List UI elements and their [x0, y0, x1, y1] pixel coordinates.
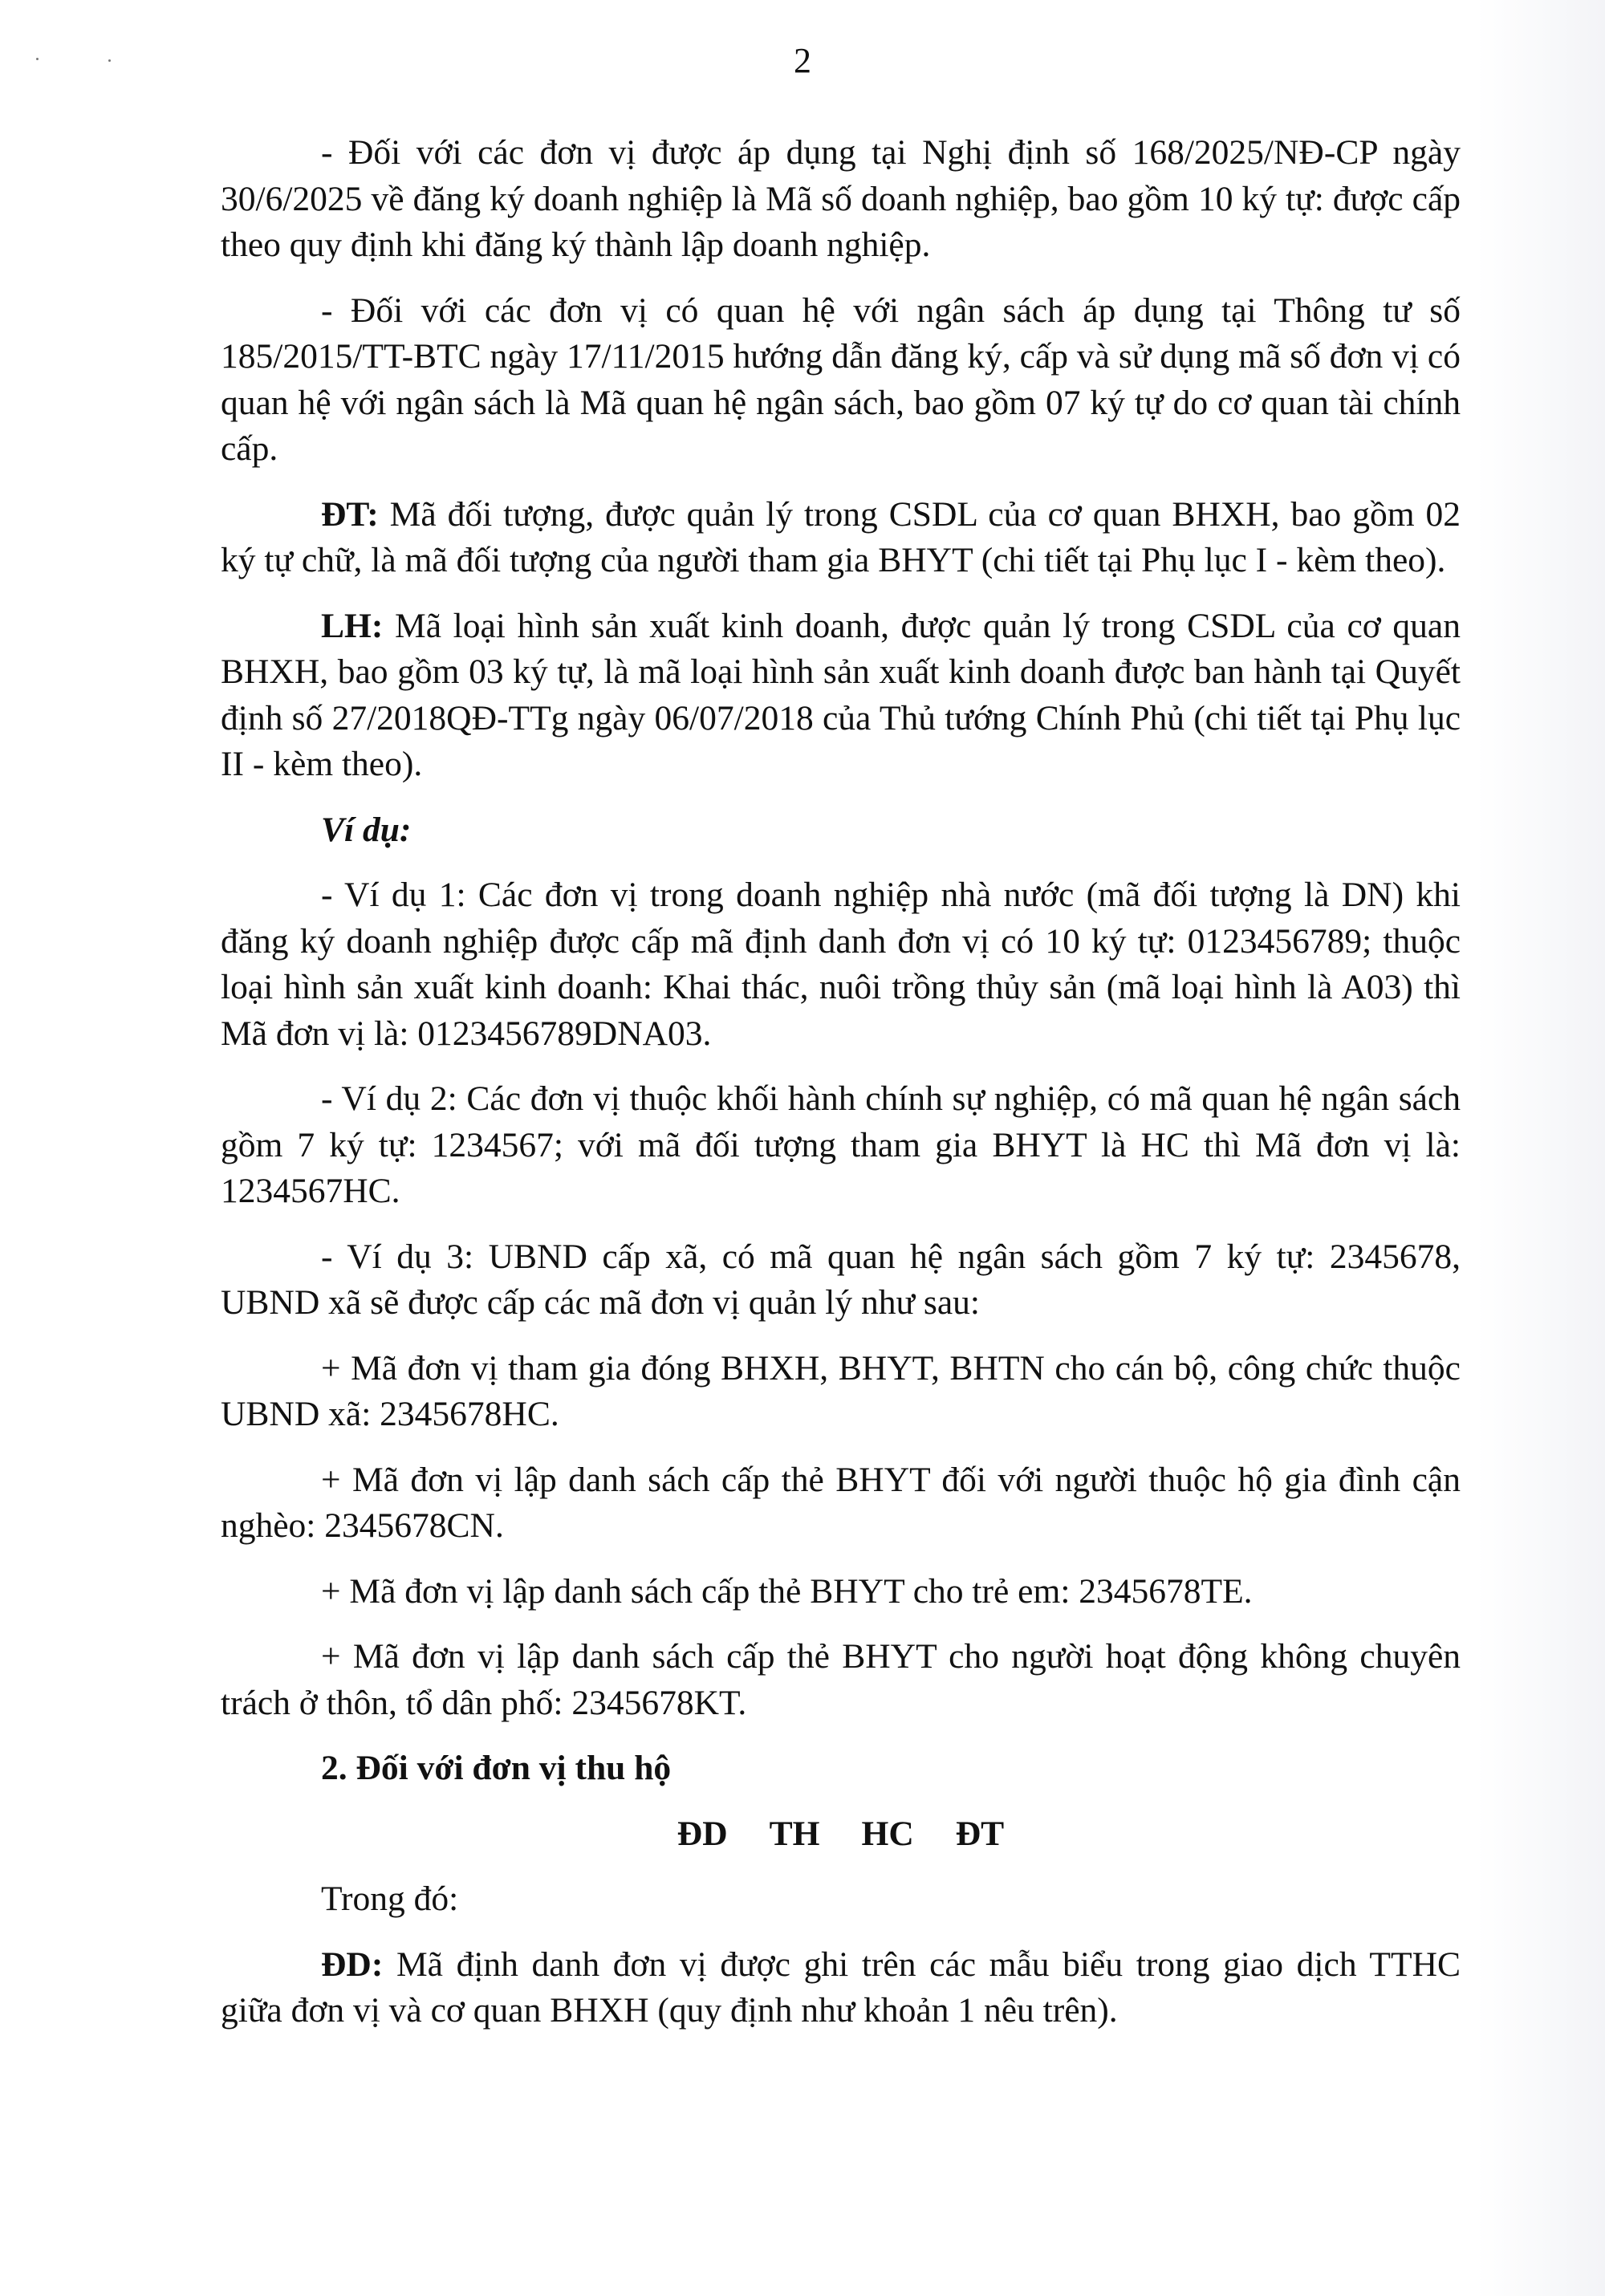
section-2-heading-paragraph	[221, 1745, 1461, 1792]
paragraph-trong-do: Trong đó:	[321, 1879, 459, 1918]
example-heading-paragraph	[221, 807, 1461, 854]
paragraph-budget-code: - Đối với các đơn vị có quan hệ với ngân sách áp dụng tại Thông tư số 185/2015/TT-BTC ngày 17/11/2015 hướng dẫn đăng ký, cấp và sử dụng mã số đơn vị có quan hệ với ngân sách là Mã quan hệ ngân sách, bao gồm 07 ký tự do cơ quan tài chính cấp.	[221, 291, 1461, 468]
dd-text: Mã định danh đơn vị được ghi trên các mẫu biểu trong giao dịch TTHC giữa đơn vị và cơ quan BHXH (quy định như khoản 1 nêu trên).	[221, 1944, 1461, 2030]
paragraph-example-3-item-a: + Mã đơn vị tham gia đóng BHXH, BHYT, BHTN cho cán bộ, công chức thuộc UBND xã: 2345678HC.	[221, 1348, 1461, 1433]
section-2-heading: 2. Đối với đơn vị thu hộ	[321, 1749, 672, 1787]
dt-label: ĐT:	[321, 494, 379, 534]
paragraph-example-1: - Ví dụ 1: Các đơn vị trong doanh nghiệp nhà nước (mã đối tượng là DN) khi đăng ký doanh nghiệp được cấp mã định danh đơn vị có 10 ký tự: 0123456789; thuộc loại hình sản xuất kinh doanh: Khai thác, nuôi trồng thủy sản (mã loại hình là A03) thì Mã đơn vị là: 0123456789DNA03.	[221, 876, 1461, 1053]
lh-text: Mã loại hình sản xuất kinh doanh, được quản lý trong CSDL của cơ quan BHXH, bao gồm 03 ký tự, là mã loại hình sản xuất kinh doanh được ban hành tại Quyết định số 27/2018QĐ-TTg ngày 06/07/2018 của Thủ tướng Chính Phủ (chi tiết tại Phụ lục II - kèm theo).	[221, 606, 1461, 783]
paragraph-example-3: - Ví dụ 3: UBND cấp xã, có mã quan hệ ngân sách gồm 7 ký tự: 2345678, UBND xã sẽ được cấp các mã đơn vị quản lý như sau:	[221, 1237, 1461, 1322]
dt-text: Mã đối tượng, được quản lý trong CSDL của cơ quan BHXH, bao gồm 02 ký tự chữ, là mã đối tượng của người tham gia BHYT (chi tiết tại Phụ lục I - kèm theo).	[221, 494, 1461, 579]
code-part-dd: ĐD	[677, 1814, 728, 1853]
code-part-dt: ĐT	[955, 1814, 1005, 1853]
code-part-hc: HC	[861, 1814, 914, 1853]
code-structure	[221, 1811, 1461, 1858]
paragraph-example-2: - Ví dụ 2: Các đơn vị thuộc khối hành chính sự nghiệp, có mã quan hệ ngân sách gồm 7 ký tự: 1234567; với mã đối tượng tham gia BHYT là HC thì Mã đơn vị là: 1234567HC.	[221, 1079, 1461, 1210]
paragraph-example-3-item-c: + Mã đơn vị lập danh sách cấp thẻ BHYT cho trẻ em: 2345678TE.	[321, 1571, 1253, 1611]
paragraph-example-3-item-b: + Mã đơn vị lập danh sách cấp thẻ BHYT đối với người thuộc hộ gia đình cận nghèo: 2345678CN.	[221, 1460, 1461, 1545]
document-body	[221, 130, 1461, 2054]
dd-label: ĐD:	[321, 1944, 384, 1984]
paragraph-example-3-item-d: + Mã đơn vị lập danh sách cấp thẻ BHYT cho người hoạt động không chuyên trách ở thôn, tổ dân phố: 2345678KT.	[221, 1637, 1461, 1722]
lh-label: LH:	[321, 606, 384, 645]
page-number: 2	[794, 41, 811, 80]
paragraph-dd-definition	[221, 1942, 1461, 2034]
paragraph-enterprise-code: - Đối với các đơn vị được áp dụng tại Nghị định số 168/2025/NĐ-CP ngày 30/6/2025 về đăng ký doanh nghiệp là Mã số doanh nghiệp, bao gồm 10 ký tự: được cấp theo quy định khi đăng ký thành lập doanh nghiệp.	[221, 133, 1461, 264]
paragraph-dt-definition	[221, 492, 1461, 584]
paragraph-lh-definition	[221, 603, 1461, 788]
code-part-th: TH	[769, 1814, 820, 1853]
example-heading: Ví dụ:	[321, 810, 412, 849]
